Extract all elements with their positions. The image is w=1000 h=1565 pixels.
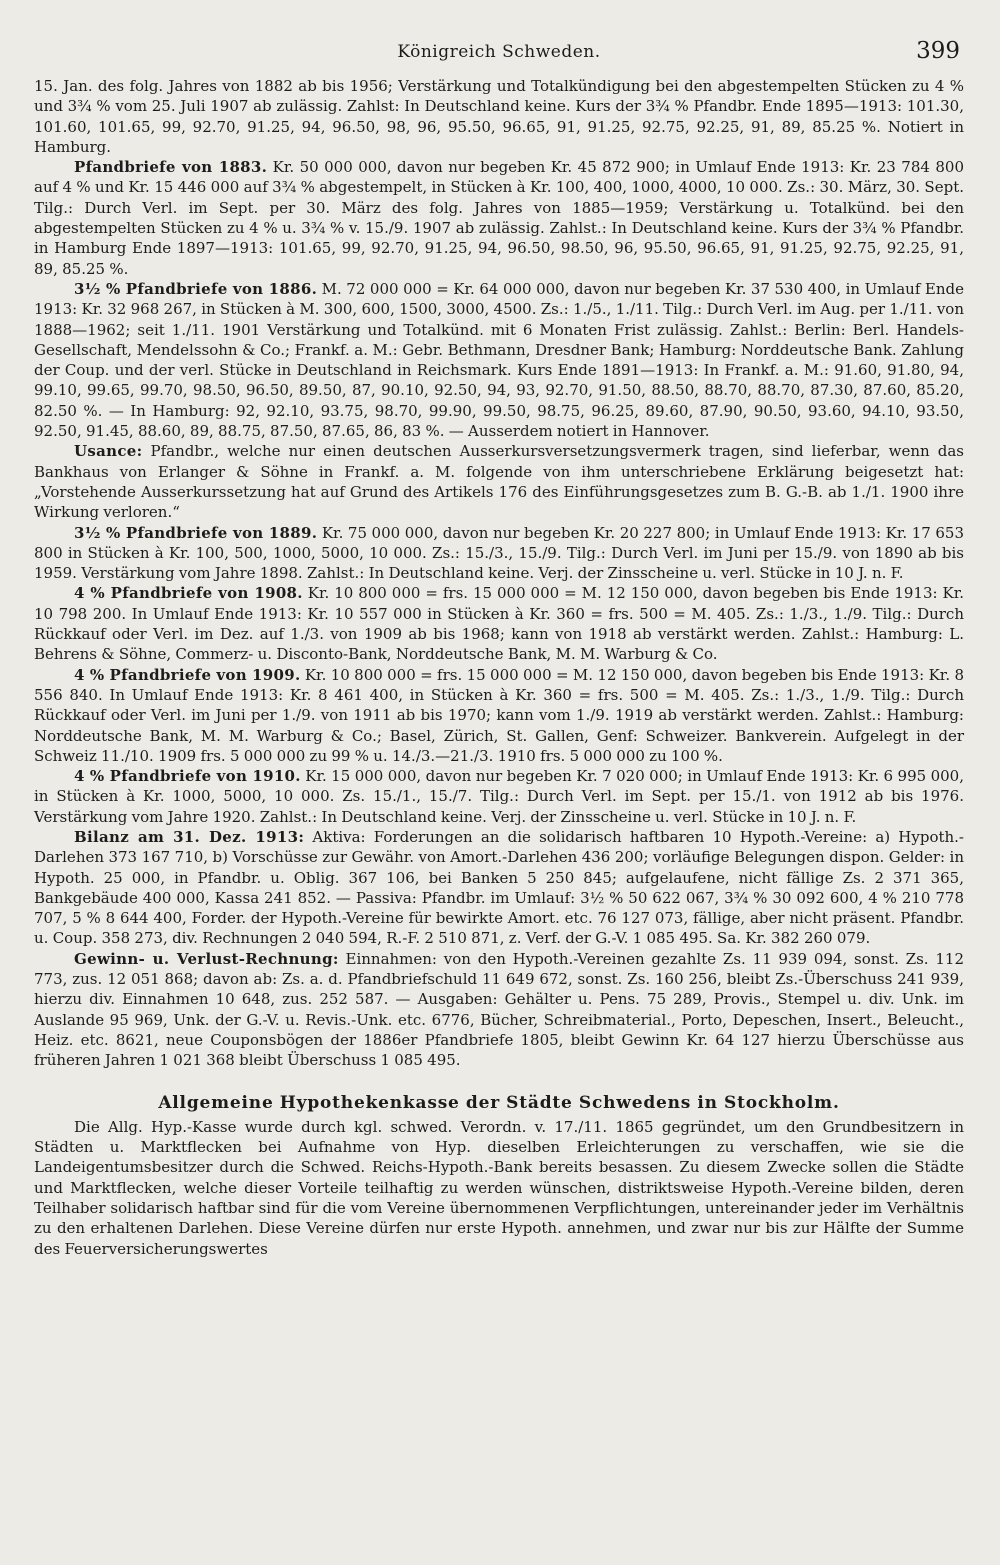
paragraph-8 bbox=[34, 766, 964, 827]
paragraph-text: Aktiva: Forderungen an die solidarisch haftbaren 10 Hypoth.-Vereine: a) Hypoth.-Darlehen 373 167 710, b) Vorschüsse zur Gewähr. von Amort.-Darlehen 436 200; vorläufige Belegungen dispon. Gelder: in Hypoth. 25 000, in Pfandbr. u. Oblig. 367 106, bei Banken 5 250 845; aufgelaufene, nicht fällige Zs. 2 371 365, Bankgebäude 400 000, Kassa 241 852. — Passiva: Pfandbr. im Umlauf: 3½ % 50 622 067, 3¾ % 30 092 600, 4 % 210 778 707, 5 % 8 644 400, Forder. der Hypoth.-Vereine für bewirkte Amort. etc. 76 127 073, fällige, aber nicht präsent. Pfandbr. u. Coup. 358 273, div. Rechnungen 2 040 594, R.-F. 2 510 871, z. Verf. der G.-V. 1 085 495. Sa. Kr. 382 260 079. bbox=[34, 827, 964, 948]
paragraph-lead: 4 % Pfandbriefe von 1908. bbox=[74, 584, 303, 603]
paragraph-lead: 3½ % Pfandbriefe von 1886. bbox=[74, 279, 318, 298]
running-title: Königreich Schweden. bbox=[397, 42, 601, 62]
paragraph-lead: Gewinn- u. Verlust-Rechnung: bbox=[74, 949, 339, 968]
paragraph-lead: 4 % Pfandbriefe von 1909. bbox=[74, 665, 301, 684]
paragraph-text: Kr. 50 000 000, davon nur begeben Kr. 45 872 900; in Umlauf Ende 1913: Kr. 23 784 800 auf 4 % und Kr. 15 446 000 auf 3¾ % abgestempelt, in Stücken à Kr. 100, 400, 1000, 4000, 10 000. Zs.: 30. März, 30. Sept. Tilg.: Durch Verl. im Sept. per 30. März des folg. Jahres von 1885—1959; Verstärkung u. Totalkünd. bei den abgestempelten Stücken zu 4 % u. 3¾ % v. 15./9. 1907 ab zulässig. Zahlst.: In Deutschland keine. Kurs der 3¾ % Pfandbr. in Hamburg Ende 1897—1913: 101.65, 99, 92.70, 91.25, 94, 96.50, 98.50, 96, 95.50, 96.65, 91, 91.25, 92.75, 92.25, 91, 89, 85.25 %. bbox=[34, 158, 964, 278]
paragraph-text: Kr. 75 000 000, davon nur begeben Kr. 20 227 800; in Umlauf Ende 1913: Kr. 17 653 800 in Stücken à Kr. 100, 500, 1000, 5000, 10 000. Zs.: 15./3., 15./9. Tilg.: Durch Verl. im Juni per 15./9. von 1890 ab bis 1959. Verstärkung vom Jahre 1898. Zahlst.: In Deutschland keine. Verj. der Zinsscheine u. verl. Stücke in 10 J. n. F. bbox=[34, 523, 965, 583]
paragraph-text: Pfandbr., welche nur einen deutschen Ausserkursversetzungsvermerk tragen, sind lieferbar, wenn das Bankhaus von Erlanger & Söhne in Frankf. a. M. folgende von ihm unterschriebene Erklärung beigesetzt hat: „Vorstehende Ausserkurssetzung hat auf Grund des Artikels 176 des Einführungsgesetzes zum B. G.-B. ab 1./1. 1900 ihre Wirkung verloren.“ bbox=[34, 442, 964, 522]
paragraph-text: Kr. 10 800 000 = frs. 15 000 000 = M. 12 150 000, davon begeben bis Ende 1913: Kr. 8 556 840. In Umlauf Ende 1913: Kr. 8 461 400, in Stücken à Kr. 360 = frs. 500 = M. 405. Zs.: 1./3., 1./9. Tilg.: Durch Rückkauf oder Verl. im Juni per 1./9. von 1911 ab bis 1970; kann vom 1./9. 1919 ab verstärkt werden. Zahlst.: Hamburg: Norddeutsche Bank, M. M. Warburg & Co.; Basel, Zürich, St. Gallen, Genf: Schweizer. Bankverein. Aufgelegt in der Schweiz 11./10. 1909 frs. 5 000 000 zu 99 % u. 14./3.—21./3. 1910 frs. 5 000 000 zu 100 %. bbox=[34, 665, 964, 765]
section-heading: Allgemeine Hypothekenkasse der Städte Schwedens in Stockholm. bbox=[158, 1092, 840, 1113]
page-header bbox=[34, 40, 964, 76]
paragraph-10 bbox=[34, 949, 964, 1071]
paragraph-6 bbox=[34, 583, 964, 664]
paragraph-text: Einnahmen: von den Hypoth.-Vereinen gezahlte Zs. 11 939 094, sonst. Zs. 112 773, zus. 12 051 868; davon ab: Zs. a. d. Pfandbriefschuld 11 649 672, sonst. Zs. 160 256, bleibt Zs.-Überschuss 241 939, hierzu div. Einnahmen 10 648, zus. 252 587. — Ausgaben: Gehälter u. Pens. 75 289, Provis., Stempel u. div. Unk. im Auslande 95 969, Unk. der G.-V. u. Revis.-Unk. etc. 6776, Bücher, Schreibmaterial., Porto, Depeschen, Insert., Beleucht., Heiz. etc. 8621, neue Couponsbögen der 1886er Pfandbriefe 1805, bleibt Gewinn Kr. 64 127 hierzu Überschüsse aus früheren Jahren 1 021 368 bleibt Überschuss 1 085 495. bbox=[34, 949, 964, 1070]
paragraph-3 bbox=[34, 279, 964, 441]
paragraph-lead: 4 % Pfandbriefe von 1910. bbox=[74, 767, 301, 786]
paragraph-2 bbox=[34, 157, 964, 279]
paragraph-lead: Pfandbriefe von 1883. bbox=[74, 158, 268, 177]
paragraph-lead: Bilanz am 31. Dez. 1913: bbox=[74, 827, 305, 846]
paragraph-lead: Usance: bbox=[74, 442, 143, 461]
paragraph-text: Kr. 10 800 000 = frs. 15 000 000 = M. 12 150 000, davon begeben bis Ende 1913: Kr. 10 798 200. In Umlauf Ende 1913: Kr. 10 557 000 in Stücken à Kr. 360 = frs. 500 = M. 405. Zs.: 1./3., 1./9. Tilg.: Durch Rückkauf oder Verl. im Dez. auf 1./3. von 1909 ab bis 1968; kann von 1918 ab verstärkt werden. Zahlst.: Hamburg: L. Behrens & Söhne, Commerz- u. Disconto-Bank, Norddeutsche Bank, M. M. Warburg & Co. bbox=[34, 584, 965, 664]
section-paragraph: Die Allg. Hyp.-Kasse wurde durch kgl. schwed. Verordn. v. 17./11. 1865 gegründet, um den Grundbesitzern in Städten u. Marktflecken bei Aufnahme von Hyp. dieselben Erleichterungen zu verschaffen, wie sie die Landeigentumsbesitzer durch die Schwed. Reichs-Hypoth.-Bank bereits besassen. Zu diesem Zwecke sollen die Städte und Marktflecken, welche dieser Vorteile teilhaftig zu werden wünschen, distriktsweise Hypoth.-Vereine bilden, deren Teilhaber solidarisch haftbar sind für die vom Vereine übernommenen Verpflichtungen, untereinander jeder im Verhältnis zu den erhaltenen Darlehen. Diese Vereine dürfen nur erste Hypoth. annehmen, und zwar nur bis zur Hälfte der Summe des Feuerversicherungswertes bbox=[34, 1117, 964, 1258]
paragraph-7 bbox=[34, 665, 964, 766]
paragraph-lead: 3½ % Pfandbriefe von 1889. bbox=[74, 523, 318, 542]
paragraph-text: 15. Jan. des folg. Jahres von 1882 ab bis 1956; Verstärkung und Totalkündigung bei den abgestempelten Stücken zu 4 % und 3¾ % vom 25. Juli 1907 ab zulässig. Zahlst: In Deutschland keine. Kurs der 3¾ % Pfandbr. Ende 1895—1913: 101.30, 101.60, 101.65, 99, 92.70, 91.25, 94, 96.50, 98, 96, 95.50, 96.65, 91, 91.25, 92.75, 92.25, 91, 89, 85.25 %. Notiert in Hamburg. bbox=[34, 77, 964, 156]
paragraph-9 bbox=[34, 827, 964, 949]
paragraph-4 bbox=[34, 441, 964, 522]
document-body bbox=[34, 76, 964, 1259]
page-number: 399 bbox=[916, 38, 960, 64]
paragraph-1 bbox=[34, 76, 964, 157]
paragraph-5 bbox=[34, 523, 964, 584]
paragraph-text: M. 72 000 000 = Kr. 64 000 000, davon nur begeben Kr. 37 530 400, in Umlauf Ende 1913: Kr. 32 968 267, in Stücken à M. 300, 600, 1500, 3000, 4500. Zs.: 1./5., 1./11. Tilg.: Durch Verl. im Aug. per 1./11. von 1888—1962; seit 1./11. 1901 Verstärkung und Totalkünd. mit 6 Monaten Frist zulässig. Zahlst.: Berlin: Berl. Handels-Gesellschaft, Mendelssohn & Co.; Frankf. a. M.: Gebr. Bethmann, Dresdner Bank; Hamburg: Norddeutsche Bank. Zahlung der Coup. und der verl. Stücke in Deutschland in Reichsmark. Kurs Ende 1891—1913: In Frankf. a. M.: 91.60, 91.80, 94, 99.10, 99.65, 99.70, 98.50, 96.50, 89.50, 87, 90.10, 92.50, 94, 93, 92.70, 91.50, 88.50, 88.70, 88.70, 87.30, 87.60, 85.20, 82.50 %. — In Hamburg: 92, 92.10, 93.75, 98.70, 99.90, 99.50, 98.75, 96.25, 89.60, 87.90, 90.50, 93.60, 94.10, 93.50, 92.50, 91.45, 88.60, 89, 88.75, 87.50, 87.65, 86, 83 %. — Ausserdem notiert in Hannover. bbox=[34, 279, 965, 441]
paragraph-text: Kr. 15 000 000, davon nur begeben Kr. 7 020 000; in Umlauf Ende 1913: Kr. 6 995 000, in Stücken à Kr. 1000, 5000, 10 000. Zs. 15./1., 15./7. Tilg.: Durch Verl. im Sept. per 15./1. von 1912 ab bis 1976. Verstärkung vom Jahre 1920. Zahlst.: In Deutschland keine. Verj. der Zinsscheine u. verl. Stücke in 10 J. n. F. bbox=[34, 767, 964, 826]
